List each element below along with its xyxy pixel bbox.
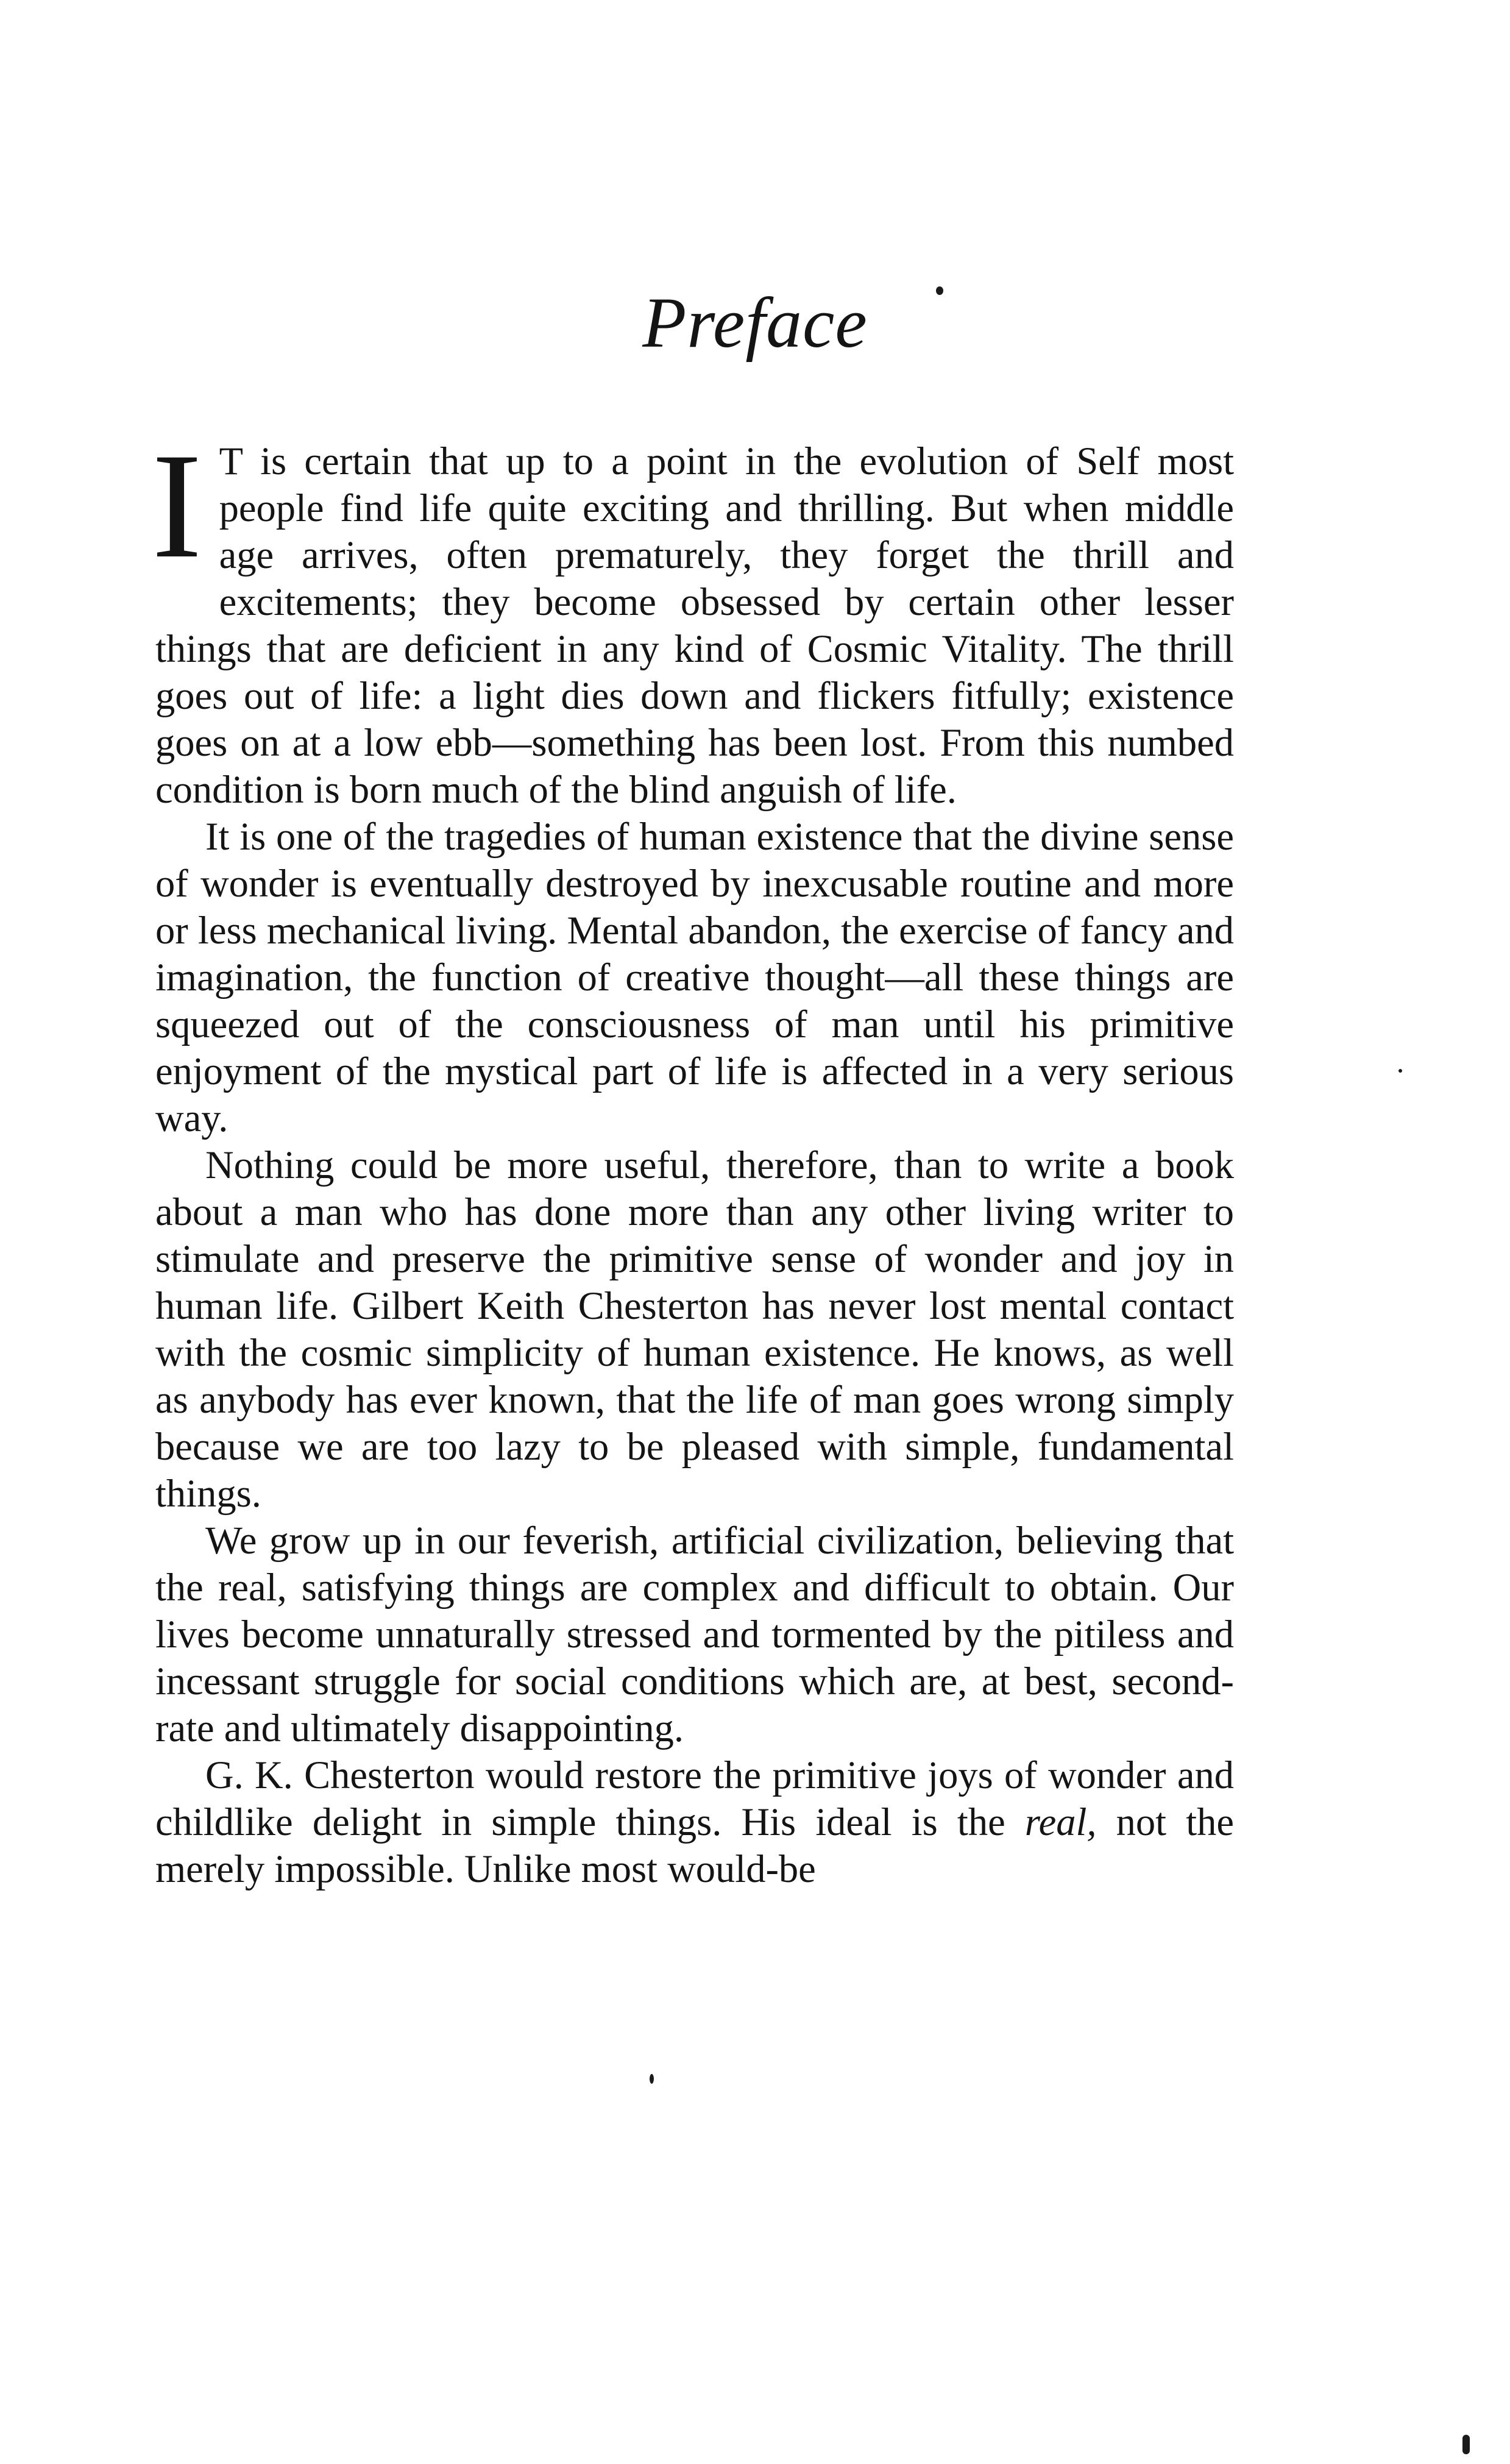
paragraph-5-text-start: G. K. Chesterton would restore the primitive joys of wonder and childlike delight in simple things. His ideal is the — [155, 1753, 1234, 1844]
paragraph-1-text: T is certain that up to a point in the evolution of Self most people find life quite exciting and thrilling. But when middle age arrives, often prematurely, they forget the thrill and excitements; they become obsessed by certain other lesser things that are deficient in any kind of Cosmic Vitality. The thrill goes out of life: a light dies down and flickers fitfully; existence goes on at a low ebb—something has been lost. From this numbed condition is born much of the blind anguish of life. — [155, 439, 1234, 811]
paragraph-3: Nothing could be more useful, therefore, than to write a book about a man who has done more than any other living writer to stimulate and preserve the primitive sense of wonder and joy in human life. Gilbert Keith Chesterton has never lost mental contact with the cosmic simplicity of human existence. He knows, as well as anybody has ever known, that the life of man goes wrong simply because we are too lazy to be pleased with simple, fundamental things. — [155, 1143, 1234, 1515]
paragraph-4: We grow up in our feverish, artificial civilization, believing that the real, satisfying things are complex and difficult to obtain. Our lives become unnaturally stressed and tormented by the pitiless and incessant struggle for social conditions which are, at best, second-rate and ultimately disappointing. — [155, 1519, 1234, 1750]
scan-speck-3 — [650, 2074, 654, 2084]
drop-cap: I — [152, 422, 202, 589]
page-title: Preface — [642, 283, 868, 363]
emphasized-word: real, — [1024, 1800, 1097, 1844]
preface-body — [152, 422, 1235, 1892]
paragraph-5 — [155, 1752, 1234, 1892]
paragraph-5-text-end: not the merely impossible. Unlike most would-be — [155, 1800, 1235, 1891]
scan-speck-1 — [936, 286, 943, 295]
scan-speck-2 — [1398, 1069, 1402, 1073]
paragraph-2: It is one of the tragedies of human existence that the divine sense of wonder is eventually destroyed by inexcusable routine and more or less mechanical living. Mental abandon, the exercise of fancy and imagination, the function of creative thought—all these things are squeezed out of the consciousness of man until his primitive enjoyment of the mystical part of life is affected in a very serious way. — [155, 815, 1234, 1140]
paragraph-1 — [152, 422, 1234, 813]
scan-speck-4 — [1462, 2435, 1470, 2454]
